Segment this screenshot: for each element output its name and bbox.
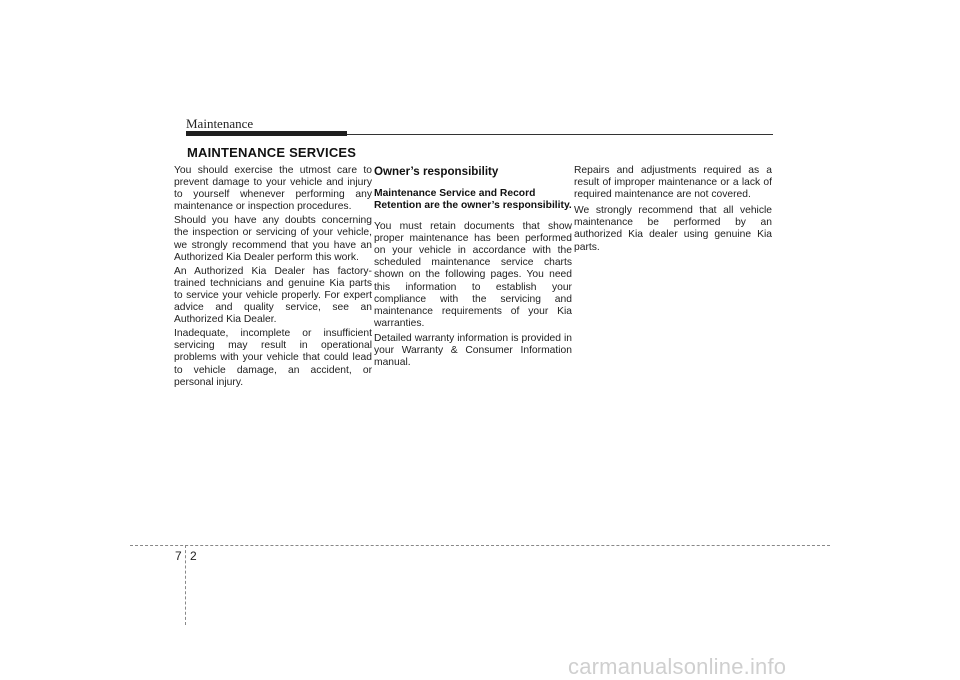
column-3 [574,165,772,258]
watermark: carmanualsonline.info [568,654,787,679]
header-title: Maintenance [186,116,254,131]
paragraph: You must retain documents that show proper maintenance has been performed on your vehicle in accordance with the scheduled maintenance service charts shown on the following pages. You need this information to establish your compliance with the servicing and maintenance requirements of your Kia warranties. [374,221,572,329]
column-1 [174,165,372,391]
paragraph: Repairs and adjustments required as a result of improper maintenance or a lack of required maintenance are not covered. [574,165,772,201]
paragraph: We strongly recommend that all vehicle maintenance be performed by an authorized Kia dealer using genuine Kia parts. [574,205,772,253]
section-title: MAINTENANCE SERVICES [187,145,357,160]
paragraph: Inadequate, incomplete or insufficient servicing may result in operational problems with your vehicle that could lead to vehicle damage, an accident, or personal injury. [174,328,372,388]
paragraph: Should you have any doubts concerning the inspection or servicing of your vehicle, we strongly recommend that you have an Authorized Kia Dealer perform this work. [174,215,372,263]
page-number: 2 [190,549,197,563]
footer-divider [130,545,830,546]
paragraph: An Authorized Kia Dealer has factory-trained technicians and genuine Kia parts to service your vehicle properly. For expert advice and quality service, see an Authorized Kia Dealer. [174,265,372,326]
paragraph: You should exercise the utmost care to prevent damage to your vehicle and injury to yourself whenever performing any maintenance or inspection procedures. [174,165,372,213]
paragraph: Detailed warranty information is provided in your Warranty & Consumer Information manual. [374,332,572,369]
footer-vertical-divider [185,545,186,625]
chapter-number: 7 [175,549,182,563]
owner-responsibility-heading: Owner’s responsibility [374,165,499,178]
column-2 [374,166,572,372]
record-retention-subheading: Maintenance Service and Record Retention are the owner’s responsibility. [374,188,572,211]
header-rule-thick [186,131,347,136]
header-rule-thin [347,134,773,135]
